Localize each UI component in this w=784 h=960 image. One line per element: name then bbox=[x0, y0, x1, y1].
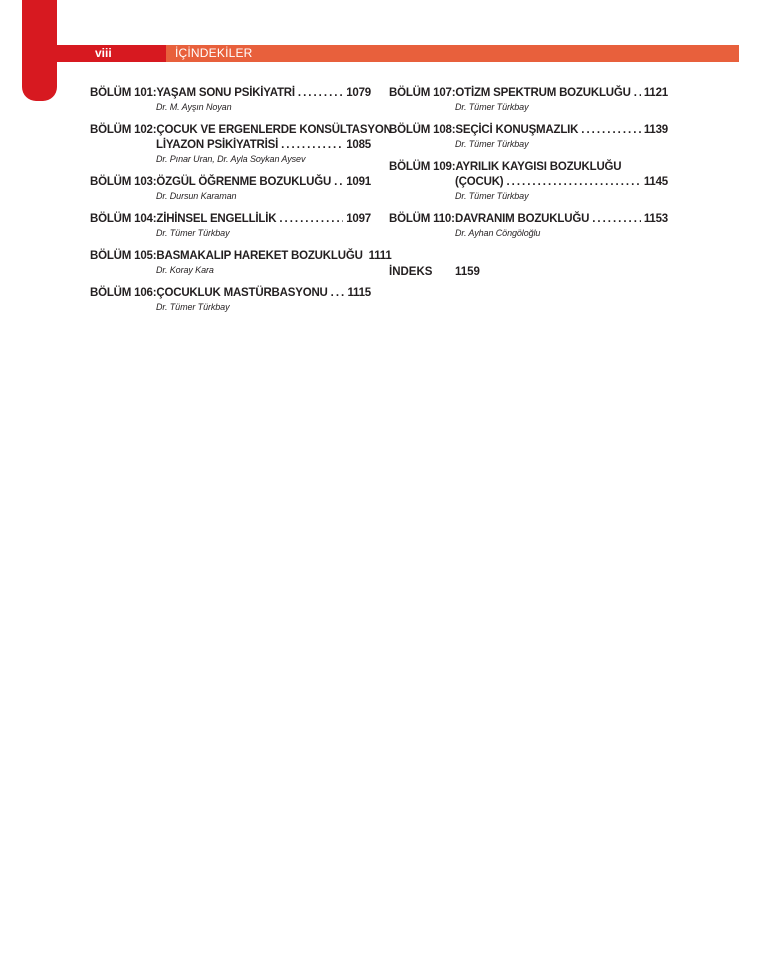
dot-leader bbox=[281, 138, 343, 153]
chapter-label: BÖLÜM 109: bbox=[389, 161, 456, 173]
chapter-author: Dr. Tümer Türkbay bbox=[455, 102, 529, 112]
dot-leader bbox=[334, 175, 343, 190]
chapter-title-line1: ÇOCUK VE ERGENLERDE KONSÜLTASYON bbox=[156, 124, 392, 136]
chapter-label: BÖLÜM 102: bbox=[90, 124, 157, 136]
toc-entry-index[interactable] bbox=[389, 265, 668, 280]
toc-entry-103[interactable] bbox=[90, 175, 371, 202]
chapter-page: 1139 bbox=[643, 124, 668, 136]
chapter-title: ZİHİNSEL ENGELLİLİK bbox=[156, 213, 277, 225]
chapter-page: 1085 bbox=[346, 139, 371, 151]
index-label: İNDEKS bbox=[389, 266, 433, 278]
dot-leader bbox=[506, 175, 640, 190]
chapter-title: OTİZM SPEKTRUM BOZUKLUĞU bbox=[455, 87, 631, 99]
chapter-label: BÖLÜM 110: bbox=[389, 213, 455, 225]
dot-leader bbox=[634, 86, 641, 101]
dot-leader bbox=[581, 123, 641, 138]
chapter-title: LİYAZON PSİKİYATRİSİ bbox=[156, 139, 279, 151]
toc-right-column bbox=[389, 86, 668, 280]
chapter-author: Dr. Tümer Türkbay bbox=[156, 228, 230, 238]
dot-leader bbox=[592, 212, 641, 227]
chapter-label: BÖLÜM 104: bbox=[90, 213, 157, 225]
chapter-label: BÖLÜM 103: bbox=[90, 176, 157, 188]
chapter-page: 1097 bbox=[346, 213, 371, 225]
chapter-title: SEÇİCİ KONUŞMAZLIK bbox=[455, 124, 579, 136]
chapter-author: Dr. Tümer Türkbay bbox=[455, 191, 529, 201]
index-page: 1159 bbox=[455, 266, 480, 278]
chapter-label: BÖLÜM 101: bbox=[90, 87, 157, 99]
chapter-author: Dr. Ayhan Cöngöloğlu bbox=[455, 228, 541, 238]
chapter-title: ÇOCUKLUK MASTÜRBASYONU bbox=[156, 287, 328, 299]
toc-entry-109[interactable] bbox=[389, 160, 668, 202]
chapter-author: Dr. Tümer Türkbay bbox=[156, 302, 230, 312]
toc-entry-105[interactable] bbox=[90, 249, 392, 276]
chapter-author: Dr. Koray Kara bbox=[156, 265, 214, 275]
chapter-page: 1121 bbox=[643, 87, 668, 99]
toc-entry-106[interactable] bbox=[90, 286, 371, 313]
chapter-title: ÖZGÜL ÖĞRENME BOZUKLUĞU bbox=[156, 176, 332, 188]
toc-entry-110[interactable] bbox=[389, 212, 668, 239]
chapter-title-line1: AYRILIK KAYGISI BOZUKLUĞU bbox=[455, 161, 622, 173]
page-number: viii bbox=[95, 46, 112, 60]
chapter-author: Dr. M. Ayşın Noyan bbox=[156, 102, 232, 112]
toc-entry-108[interactable] bbox=[389, 123, 668, 150]
chapter-label: BÖLÜM 108: bbox=[389, 124, 456, 136]
section-title: İÇİNDEKİLER bbox=[175, 46, 253, 60]
dot-leader bbox=[298, 86, 343, 101]
toc-entry-101[interactable] bbox=[90, 86, 371, 113]
chapter-title: YAŞAM SONU PSİKİYATRİ bbox=[156, 87, 295, 99]
chapter-page: 1111 bbox=[368, 250, 392, 262]
toc-entry-107[interactable] bbox=[389, 86, 668, 113]
dot-leader bbox=[279, 212, 343, 227]
chapter-author: Dr. Pınar Uran, Dr. Ayla Soykan Aysev bbox=[156, 154, 306, 164]
chapter-page: 1115 bbox=[347, 287, 371, 299]
chapter-author: Dr. Dursun Karaman bbox=[156, 191, 237, 201]
chapter-label: BÖLÜM 107: bbox=[389, 87, 456, 99]
chapter-label: BÖLÜM 105: bbox=[90, 250, 157, 262]
chapter-page: 1079 bbox=[346, 87, 371, 99]
chapter-page: 1153 bbox=[643, 213, 668, 225]
chapter-title: DAVRANIM BOZUKLUĞU bbox=[455, 213, 590, 225]
chapter-page: 1145 bbox=[643, 176, 668, 188]
toc-left-column bbox=[90, 86, 392, 313]
chapter-label: BÖLÜM 106: bbox=[90, 287, 157, 299]
chapter-title: (ÇOCUK) bbox=[455, 176, 504, 188]
chapter-page: 1091 bbox=[346, 176, 371, 188]
toc-entry-102[interactable] bbox=[90, 123, 392, 165]
chapter-title: BASMAKALIP HAREKET BOZUKLUĞU bbox=[156, 250, 363, 262]
dot-leader bbox=[331, 286, 345, 301]
red-corner-tab bbox=[22, 0, 57, 101]
chapter-author: Dr. Tümer Türkbay bbox=[455, 139, 529, 149]
toc-entry-104[interactable] bbox=[90, 212, 371, 239]
